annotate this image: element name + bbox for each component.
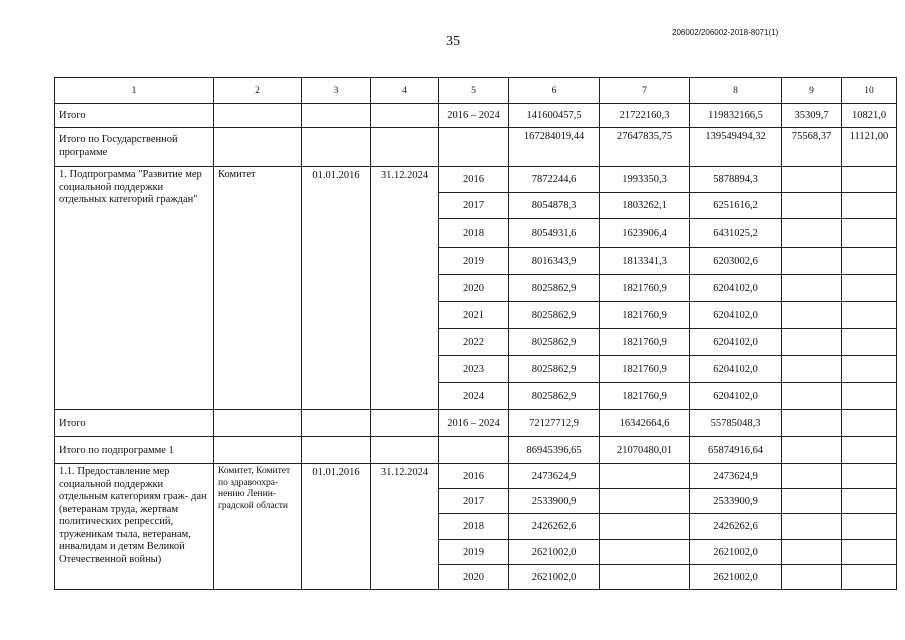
value-cell: 6204102,0 [690,356,782,383]
start-date-cell: 01.01.2016 [302,464,371,590]
value-cell: 21070480,01 [600,437,690,464]
value-cell: 2426262,6 [690,514,782,540]
value-cell: 1813341,3 [600,248,690,275]
year-cell: 2021 [439,302,509,329]
value-cell: 6431025,2 [690,219,782,248]
value-cell: 141600457,5 [509,104,600,128]
year-cell: 2018 [439,219,509,248]
document-code: 206002/206002-2018-8071(1) [672,28,779,37]
value-cell: 10821,0 [842,104,897,128]
value-cell: 6203002,6 [690,248,782,275]
row-label: Итого по подпрограмме 1 [55,437,214,464]
value-cell: 2426262,6 [509,514,600,540]
value-cell: 139549494,32 [690,128,782,167]
subprogram-name: 1. Подпрограмма "Развитие мер социальной поддержки отдельных категорий граждан" [55,167,214,410]
value-cell: 65874916,64 [690,437,782,464]
value-cell: 7872244,6 [509,167,600,193]
table-row [55,464,897,489]
value-cell: 1623906,4 [600,219,690,248]
value-cell: 21722160,3 [600,104,690,128]
value-cell: 72127712,9 [509,410,600,437]
value-cell: 16342664,6 [600,410,690,437]
value-cell: 167284019,44 [509,128,600,167]
year-cell: 2017 [439,489,509,514]
value-cell: 1821760,9 [600,329,690,356]
value-cell: 75568,37 [782,128,842,167]
year-cell: 2023 [439,356,509,383]
budget-table [54,77,897,590]
col-header: 7 [600,78,690,104]
value-cell: 2473624,9 [690,464,782,489]
value-cell: 1993350,3 [600,167,690,193]
value-cell: 8054878,3 [509,193,600,219]
value-cell: 6204102,0 [690,329,782,356]
end-date-cell: 31.12.2024 [371,167,439,410]
value-cell: 6204102,0 [690,383,782,410]
year-cell: 2019 [439,248,509,275]
period-cell: 2016 – 2024 [439,104,509,128]
value-cell: 35309,7 [782,104,842,128]
value-cell: 8025862,9 [509,275,600,302]
col-header: 5 [439,78,509,104]
value-cell: 8054931,6 [509,219,600,248]
header-row [55,78,897,104]
subprogram-itogo-row [55,410,897,437]
col-header: 6 [509,78,600,104]
row-label: Итого [55,104,214,128]
itogo-row [55,104,897,128]
value-cell: 86945396,65 [509,437,600,464]
col-header: 1 [55,78,214,104]
year-cell: 2017 [439,193,509,219]
value-cell: 1821760,9 [600,356,690,383]
row-label: Итого [55,410,214,437]
year-cell: 2020 [439,565,509,590]
period-cell: 2016 – 2024 [439,410,509,437]
value-cell: 8025862,9 [509,383,600,410]
value-cell: 1803262,1 [600,193,690,219]
gp-total-row [55,128,897,167]
value-cell: 5878894,3 [690,167,782,193]
value-cell: 2533900,9 [690,489,782,514]
value-cell: 55785048,3 [690,410,782,437]
year-cell: 2024 [439,383,509,410]
end-date-cell: 31.12.2024 [371,464,439,590]
row-label: Итого по Государственной программе [55,128,214,167]
value-cell: 2533900,9 [509,489,600,514]
col-header: 9 [782,78,842,104]
year-cell: 2022 [439,329,509,356]
year-cell: 2020 [439,275,509,302]
value-cell: 8016343,9 [509,248,600,275]
col-header: 2 [214,78,302,104]
value-cell: 8025862,9 [509,356,600,383]
page-number: 35 [446,34,460,49]
year-cell: 2016 [439,167,509,193]
value-cell: 2621002,0 [690,565,782,590]
value-cell: 1821760,9 [600,275,690,302]
value-cell: 2473624,9 [509,464,600,489]
year-cell: 2016 [439,464,509,489]
col-header: 8 [690,78,782,104]
value-cell: 27647835,75 [600,128,690,167]
col-header: 4 [371,78,439,104]
value-cell: 2621002,0 [509,565,600,590]
col-header: 10 [842,78,897,104]
executor-cell: Комитет [214,167,302,410]
table-row [55,167,897,193]
value-cell: 6204102,0 [690,275,782,302]
value-cell: 8025862,9 [509,329,600,356]
value-cell: 6251616,2 [690,193,782,219]
value-cell: 1821760,9 [600,302,690,329]
start-date-cell: 01.01.2016 [302,167,371,410]
value-cell: 2621002,0 [509,540,600,565]
value-cell: 119832166,5 [690,104,782,128]
col-header: 3 [302,78,371,104]
year-cell: 2018 [439,514,509,540]
value-cell: 1821760,9 [600,383,690,410]
year-cell: 2019 [439,540,509,565]
value-cell: 6204102,0 [690,302,782,329]
executor-cell: Комитет, Комитет по здравоохра- нению Ленин- градской области [214,464,302,590]
value-cell: 8025862,9 [509,302,600,329]
value-cell: 2621002,0 [690,540,782,565]
subprogram-total-row [55,437,897,464]
measure-name: 1.1. Предоставление мер социальной поддержки отдельным категориям граж- дан (ветеранам труда, жертвам политических репрессий, труженикам тыла, ветеранам, инвалидам и детям Великой Отечественной войны) [55,464,214,590]
value-cell: 11121,00 [842,128,897,167]
